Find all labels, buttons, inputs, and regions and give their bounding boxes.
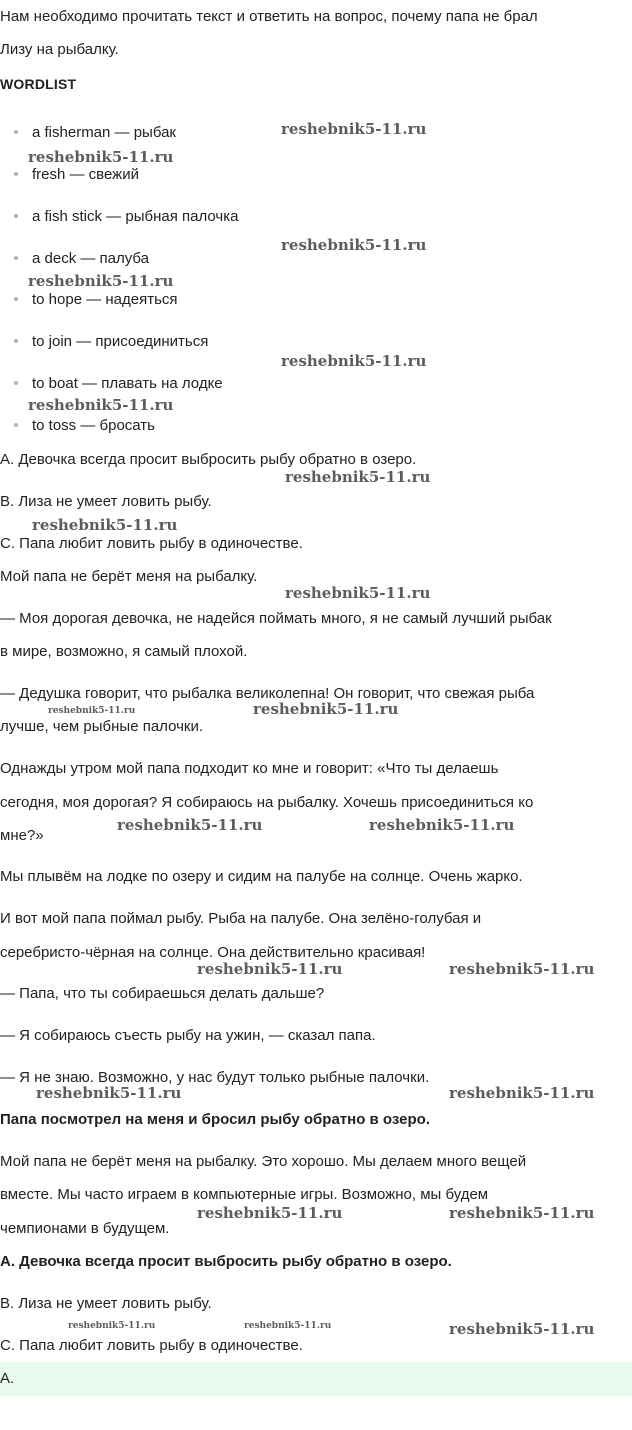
watermark-logo: reshebnik5-11.ru bbox=[449, 1204, 595, 1222]
bullet-icon bbox=[14, 423, 18, 427]
wordlist-item: to toss — бросать bbox=[14, 417, 155, 435]
option-b: B. Лиза не умеет ловить рыбу. bbox=[0, 493, 212, 510]
watermark-logo: reshebnik5-11.ru bbox=[449, 1320, 595, 1338]
watermark-logo: reshebnik5-11.ru bbox=[197, 1204, 343, 1222]
watermark-logo: reshebnik5-11.ru bbox=[281, 120, 427, 138]
watermark-logo: reshebnik5-11.ru bbox=[244, 1321, 332, 1331]
story-paragraph: в мире, возможно, я самый плохой. bbox=[0, 643, 248, 660]
watermark-logo: reshebnik5-11.ru bbox=[36, 1084, 182, 1102]
watermark-logo: reshebnik5-11.ru bbox=[197, 960, 343, 978]
wordlist-item: to boat — плавать на лодке bbox=[14, 375, 223, 393]
story-paragraph-bold: Папа посмотрел на меня и бросил рыбу обратно в озеро. bbox=[0, 1111, 430, 1128]
wordlist-item: to hope — надеяться bbox=[14, 291, 178, 309]
answer-text: A. bbox=[0, 1370, 15, 1387]
option-c: C. Папа любит ловить рыбу в одиночестве. bbox=[0, 1337, 303, 1354]
watermark-logo: reshebnik5-11.ru bbox=[253, 700, 399, 718]
story-paragraph: сегодня, моя дорогая? Я собираюсь на рыбалку. Хочешь присоединиться ко bbox=[0, 794, 534, 811]
watermark-logo: reshebnik5-11.ru bbox=[281, 236, 427, 254]
watermark-logo: reshebnik5-11.ru bbox=[28, 148, 174, 166]
watermark-logo: reshebnik5-11.ru bbox=[28, 396, 174, 414]
option-a-bold: A. Девочка всегда просит выбросить рыбу обратно в озеро. bbox=[0, 1253, 452, 1270]
story-paragraph: — Я собираюсь съесть рыбу на ужин, — сказал папа. bbox=[0, 1027, 376, 1044]
wordlist-title: WORDLIST bbox=[0, 76, 77, 92]
watermark-logo: reshebnik5-11.ru bbox=[369, 816, 515, 834]
wordlist-item: a deck — палуба bbox=[14, 250, 149, 268]
watermark-logo: reshebnik5-11.ru bbox=[449, 1084, 595, 1102]
intro-line-2: Лизу на рыбалку. bbox=[0, 41, 119, 58]
wordlist-item: a fish stick — рыбная палочка bbox=[14, 208, 238, 226]
answer-box bbox=[0, 1362, 632, 1396]
wordlist-item: a fisherman — рыбак bbox=[14, 124, 176, 142]
story-paragraph: вместе. Мы часто играем в компьютерные игры. Возможно, мы будем bbox=[0, 1186, 489, 1203]
story-paragraph: И вот мой папа поймал рыбу. Рыба на палубе. Она зелёно-голубая и bbox=[0, 910, 482, 927]
watermark-logo: reshebnik5-11.ru bbox=[449, 960, 595, 978]
story-paragraph: — Моя дорогая девочка, не надейся поймать много, я не самый лучший рыбак bbox=[0, 610, 552, 627]
bullet-icon bbox=[14, 339, 18, 343]
option-a: A. Девочка всегда просит выбросить рыбу обратно в озеро. bbox=[0, 451, 417, 468]
wordlist-item: fresh — свежий bbox=[14, 166, 139, 184]
story-paragraph: — Я не знаю. Возможно, у нас будут только рыбные палочки. bbox=[0, 1069, 430, 1086]
watermark-logo: reshebnik5-11.ru bbox=[285, 468, 431, 486]
bullet-icon bbox=[14, 172, 18, 176]
watermark-logo: reshebnik5-11.ru bbox=[32, 516, 178, 534]
story-paragraph: — Дедушка говорит, что рыбалка великолепна! Он говорит, что свежая рыба bbox=[0, 685, 535, 702]
option-b: B. Лиза не умеет ловить рыбу. bbox=[0, 1295, 212, 1312]
story-paragraph: — Папа, что ты собираешься делать дальше? bbox=[0, 985, 325, 1002]
story-paragraph: лучше, чем рыбные палочки. bbox=[0, 718, 204, 735]
story-paragraph: Мой папа не берёт меня на рыбалку. bbox=[0, 568, 258, 585]
bullet-icon bbox=[14, 130, 18, 134]
bullet-icon bbox=[14, 214, 18, 218]
intro-line-1: Нам необходимо прочитать текст и ответить на вопрос, почему папа не брал bbox=[0, 8, 538, 25]
story-paragraph: мне?» bbox=[0, 827, 44, 844]
bullet-icon bbox=[14, 256, 18, 260]
story-paragraph: чемпионами в будущем. bbox=[0, 1220, 170, 1237]
bullet-icon bbox=[14, 381, 18, 385]
watermark-logo: reshebnik5-11.ru bbox=[117, 816, 263, 834]
story-paragraph: Мой папа не берёт меня на рыбалку. Это хорошо. Мы делаем много вещей bbox=[0, 1153, 527, 1170]
watermark-logo: reshebnik5-11.ru bbox=[281, 352, 427, 370]
story-paragraph: Мы плывём на лодке по озеру и сидим на палубе на солнце. Очень жарко. bbox=[0, 868, 523, 885]
option-c: C. Папа любит ловить рыбу в одиночестве. bbox=[0, 535, 303, 552]
wordlist-item: to join — присоединиться bbox=[14, 333, 208, 351]
watermark-logo: reshebnik5-11.ru bbox=[48, 706, 136, 716]
story-paragraph: Однажды утром мой папа подходит ко мне и говорит: «Что ты делаешь bbox=[0, 760, 499, 777]
watermark-logo: reshebnik5-11.ru bbox=[28, 272, 174, 290]
watermark-logo: reshebnik5-11.ru bbox=[68, 1321, 156, 1331]
story-paragraph: серебристо-чёрная на солнце. Она действительно красивая! bbox=[0, 944, 426, 961]
watermark-logo: reshebnik5-11.ru bbox=[285, 584, 431, 602]
bullet-icon bbox=[14, 297, 18, 301]
